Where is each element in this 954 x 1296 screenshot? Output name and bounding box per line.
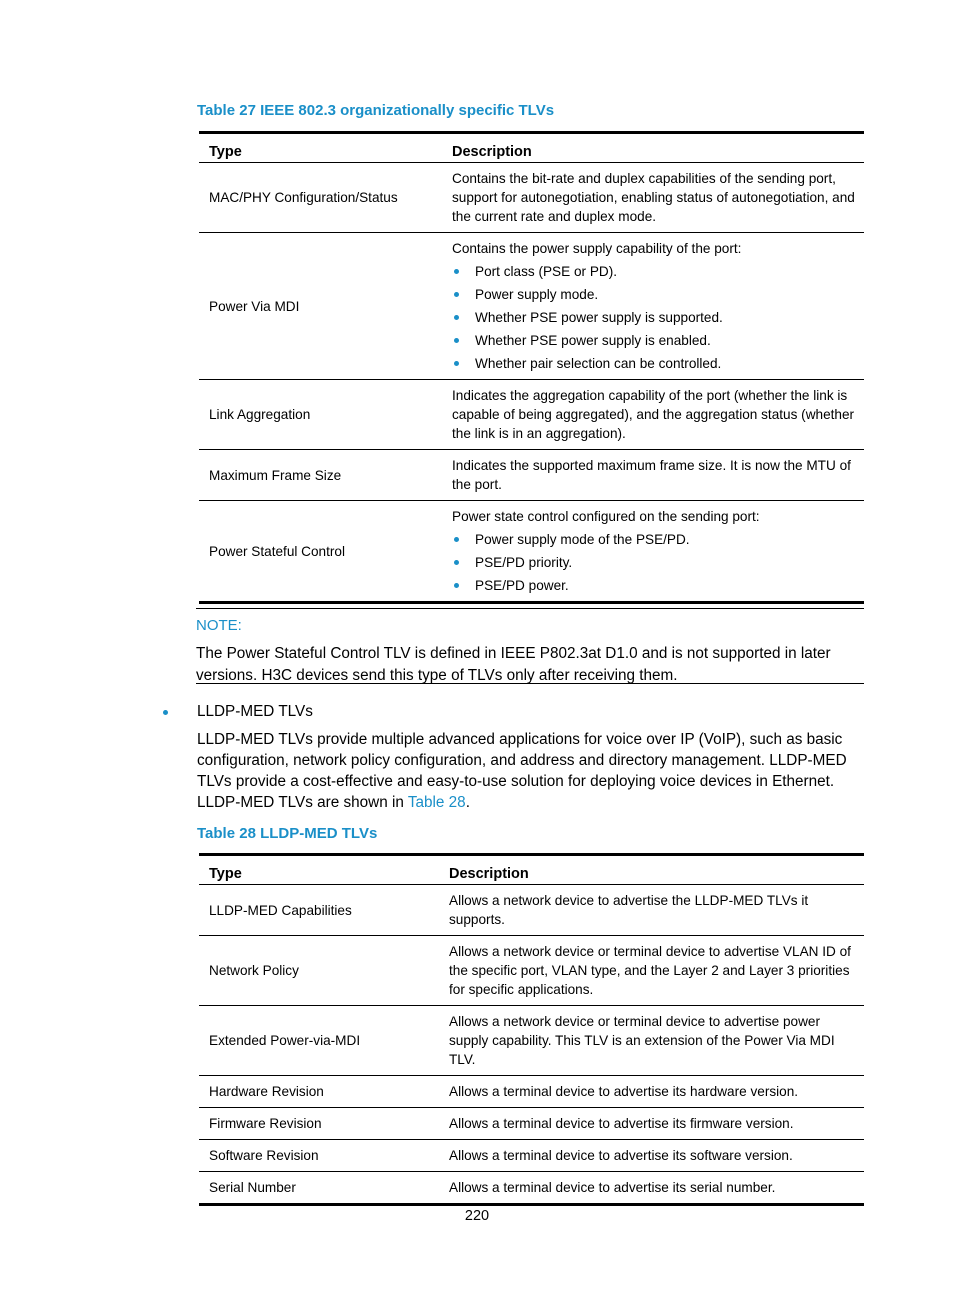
list-item: Port class (PSE or PD). xyxy=(452,262,855,281)
list-item: PSE/PD priority. xyxy=(452,553,855,572)
table-cell-description xyxy=(442,501,864,603)
table-cell-description: Indicates the aggregation capability of the port (whether the link is capable of being aggregated), and the aggregation status (whether the link is in an aggregation). xyxy=(442,380,864,450)
table-cell-type: Serial Number xyxy=(199,1172,439,1205)
table-cell-type: Network Policy xyxy=(199,936,439,1006)
table-cell-type: Extended Power-via-MDI xyxy=(199,1006,439,1076)
table-28-header-description: Description xyxy=(439,855,864,885)
table-row xyxy=(199,380,864,450)
table-row xyxy=(199,450,864,501)
bullet-title: LLDP-MED TLVs xyxy=(197,703,313,720)
list-item: PSE/PD power. xyxy=(452,576,855,595)
table-cell-type: Software Revision xyxy=(199,1140,439,1172)
table-cell-type: Hardware Revision xyxy=(199,1076,439,1108)
table-cell-description: Indicates the supported maximum frame size. It is now the MTU of the port. xyxy=(442,450,864,501)
bullet-dot-icon xyxy=(163,710,168,715)
note-label: NOTE: xyxy=(196,617,242,634)
table-cell-description: Allows a network device or terminal device to advertise VLAN ID of the specific port, VLAN type, and the Layer 2 and Layer 3 priorities for specific applications. xyxy=(439,936,864,1006)
list-item: Power supply mode. xyxy=(452,285,855,304)
table-row xyxy=(199,936,864,1006)
table-cell-description: Allows a network device or terminal device to advertise power supply capability. This TLV is an extension of the Power Via MDI TLV. xyxy=(439,1006,864,1076)
page-number: 220 xyxy=(464,1208,490,1224)
table-27-header-description: Description xyxy=(442,133,864,163)
table-cell-description: Allows a terminal device to advertise its serial number. xyxy=(439,1172,864,1205)
table-row xyxy=(199,1076,864,1108)
table-cell-type: LLDP-MED Capabilities xyxy=(199,885,439,936)
note-text: The Power Stateful Control TLV is defined in IEEE P802.3at D1.0 and is not supported in later versions. H3C devices send this type of TLVs only after receiving them. xyxy=(196,645,831,684)
table-cell-description: Allows a terminal device to advertise its software version. xyxy=(439,1140,864,1172)
table-cell-description: Allows a terminal device to advertise its hardware version. xyxy=(439,1076,864,1108)
table-28 xyxy=(199,853,864,1206)
table-cell-type: MAC/PHY Configuration/Status xyxy=(199,163,442,233)
bullet-list xyxy=(452,530,855,595)
table-row xyxy=(199,163,864,233)
table-row xyxy=(199,885,864,936)
table-cell-type: Firmware Revision xyxy=(199,1108,439,1140)
list-item: Whether pair selection can be controlled. xyxy=(452,354,855,373)
paragraph-text: LLDP-MED TLVs provide multiple advanced applications for voice over IP (VoIP), such as basic configuration, network policy configuration, and address and directory management. LLDP-MED TLVs provide a cost-effective and easy-to-use solution for deploying voice devices in Ethernet. LLDP-MED TLVs are shown in xyxy=(197,731,847,811)
paragraph-end: . xyxy=(465,794,470,811)
table-27 xyxy=(199,131,864,604)
list-item: Power supply mode of the PSE/PD. xyxy=(452,530,855,549)
table-row xyxy=(199,233,864,380)
list-item: Whether PSE power supply is supported. xyxy=(452,308,855,327)
table-cell-description: Allows a terminal device to advertise its firmware version. xyxy=(439,1108,864,1140)
table-row xyxy=(199,1006,864,1076)
table-row xyxy=(199,1108,864,1140)
table-cell-description: Allows a network device to advertise the LLDP-MED TLVs it supports. xyxy=(439,885,864,936)
table-28-link[interactable]: Table 28 xyxy=(407,794,466,811)
table-27-header-type: Type xyxy=(199,133,442,163)
list-item: Whether PSE power supply is enabled. xyxy=(452,331,855,350)
cell-intro: Contains the power supply capability of the port: xyxy=(452,241,742,256)
table-row xyxy=(199,1140,864,1172)
note-box xyxy=(196,608,864,684)
table-cell-description xyxy=(442,233,864,380)
table-cell-description: Contains the bit-rate and duplex capabilities of the sending port, support for autonegotiation, enabling status of autonegotiation, and the current rate and duplex mode. xyxy=(442,163,864,233)
body-paragraph xyxy=(197,729,867,813)
table-row xyxy=(199,1172,864,1205)
cell-intro: Power state control configured on the sending port: xyxy=(452,509,760,524)
table-cell-type: Power Via MDI xyxy=(199,233,442,380)
table-row xyxy=(199,501,864,603)
table-28-caption: Table 28 LLDP-MED TLVs xyxy=(197,825,378,842)
table-28-header-type: Type xyxy=(199,855,439,885)
table-27-caption: Table 27 IEEE 802.3 organizationally specific TLVs xyxy=(197,102,555,119)
table-cell-type: Maximum Frame Size xyxy=(199,450,442,501)
table-cell-type: Link Aggregation xyxy=(199,380,442,450)
bullet-list xyxy=(452,262,855,373)
table-cell-type: Power Stateful Control xyxy=(199,501,442,603)
